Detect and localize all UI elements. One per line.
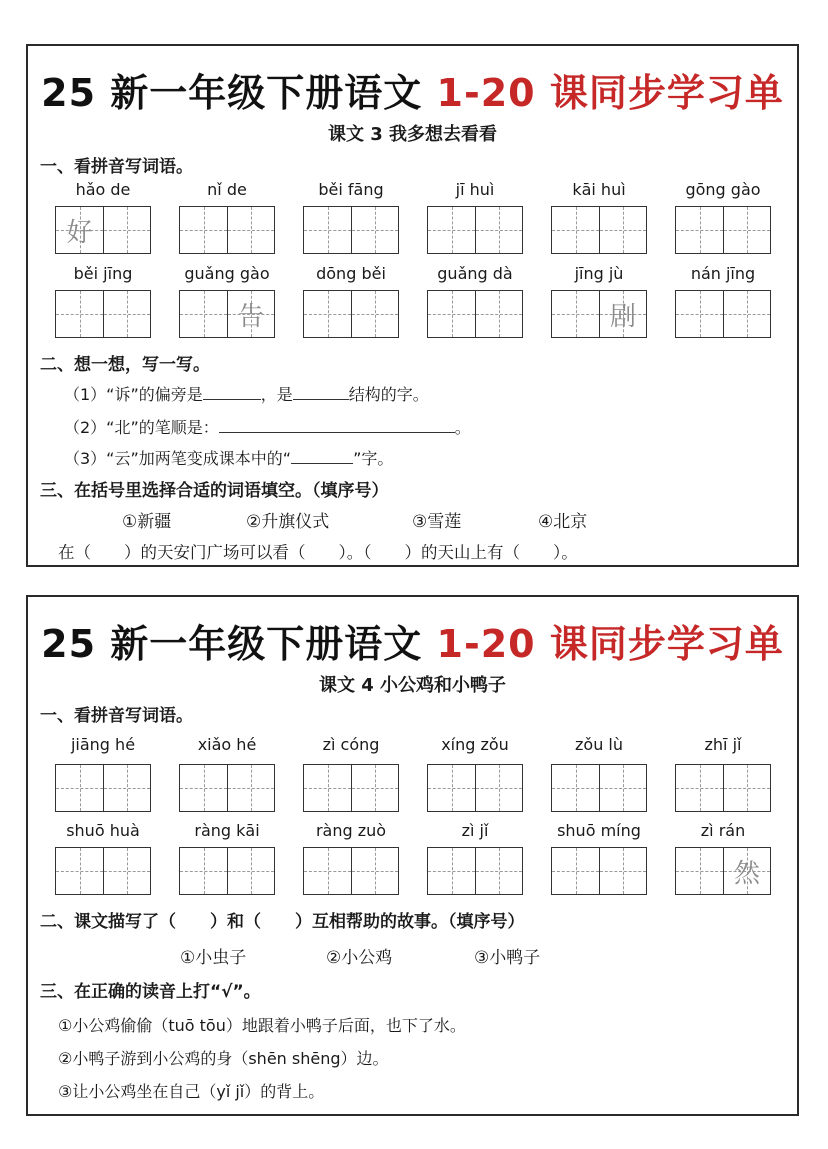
writing-cell[interactable]: [103, 848, 150, 894]
option-4: ④北京: [538, 512, 588, 532]
hint-character: [180, 291, 227, 337]
writing-cell[interactable]: [304, 848, 351, 894]
writing-cell[interactable]: [351, 291, 398, 337]
writing-cell[interactable]: [723, 291, 770, 337]
hint-character: [304, 291, 351, 337]
hint-character: [180, 765, 227, 811]
writing-cell[interactable]: [552, 291, 599, 337]
reading-sentence-1: ①小公鸡偷偷（tuō tōu）地跟着小鸭子后面，也下了水。: [58, 1016, 466, 1035]
hint-character: [676, 765, 723, 811]
writing-box-pair: [303, 206, 399, 254]
hint-character: [228, 207, 274, 253]
writing-box-pair: [427, 847, 523, 895]
question-1-prefix: （1）“诉”的偏旁是: [64, 385, 203, 404]
fill-in-sentence: 在（ ）的天安门广场可以看（ ）。（ ）的天山上有（ ）。: [58, 543, 578, 562]
writing-cell[interactable]: [56, 848, 103, 894]
answer-blank[interactable]: [203, 385, 261, 400]
writing-cell[interactable]: [723, 848, 770, 894]
section-1-heading: 一、看拼音写词语。: [40, 157, 193, 177]
writing-box-pair: [55, 764, 151, 812]
hint-character: [228, 848, 274, 894]
hint-character: [104, 207, 150, 253]
hint-character: [552, 848, 599, 894]
hint-character: [104, 765, 150, 811]
worksheet-lesson-3: [26, 44, 799, 567]
hint-character: [724, 207, 770, 253]
hint-character: [600, 765, 646, 811]
question-3-suffix: ”字。: [353, 449, 394, 468]
hint-character: 剧: [609, 301, 636, 332]
writing-cell[interactable]: [475, 207, 522, 253]
writing-cell[interactable]: [227, 765, 274, 811]
pinyin-label: běi fāng: [318, 180, 384, 199]
writing-cell[interactable]: [599, 848, 646, 894]
writing-cell[interactable]: [304, 207, 351, 253]
writing-cell[interactable]: [304, 765, 351, 811]
writing-cell[interactable]: [676, 765, 723, 811]
pinyin-label: jī huì: [455, 180, 495, 199]
hint-character: [552, 207, 599, 253]
writing-box-pair: [303, 764, 399, 812]
worksheet-lesson-4: [26, 595, 799, 1116]
writing-cell[interactable]: [180, 765, 227, 811]
question-2-suffix: 。: [454, 418, 471, 437]
writing-cell[interactable]: [475, 291, 522, 337]
writing-cell[interactable]: [676, 291, 723, 337]
hint-character: [676, 291, 723, 337]
worksheet-title: [28, 62, 797, 117]
option-3: ③小鸭子: [474, 948, 541, 968]
writing-cell[interactable]: [676, 848, 723, 894]
writing-box-pair: [551, 206, 647, 254]
hint-character: 告: [237, 301, 264, 332]
writing-cell[interactable]: [676, 207, 723, 253]
pinyin-label: jiāng hé: [70, 735, 136, 754]
writing-box-pair: [179, 290, 275, 338]
writing-cell[interactable]: [723, 207, 770, 253]
writing-cell[interactable]: [552, 207, 599, 253]
question-3-prefix: （3）“云”加两笔变成课本中的“: [64, 449, 292, 468]
hint-character: [180, 207, 227, 253]
writing-cell[interactable]: [428, 848, 475, 894]
pinyin-label: xíng zǒu: [441, 735, 509, 754]
section-3-heading: 三、在正确的读音上打“√”。: [40, 982, 261, 1002]
writing-box-pair: [675, 764, 771, 812]
hint-character: [428, 765, 475, 811]
question-1-suffix: 结构的字。: [348, 385, 429, 404]
pinyin-label: ràng zuò: [315, 821, 387, 840]
writing-box-pair: [179, 764, 275, 812]
hint-character: [56, 291, 103, 337]
writing-cell[interactable]: [351, 207, 398, 253]
writing-cell[interactable]: [56, 291, 103, 337]
hint-character: [304, 207, 351, 253]
writing-box-pair: [303, 290, 399, 338]
hint-character: [428, 848, 475, 894]
writing-box-pair: [55, 847, 151, 895]
writing-cell[interactable]: [599, 207, 646, 253]
hint-character: [552, 291, 599, 337]
title-red-part: 1-20 课同步学习单: [436, 71, 784, 115]
hint-character: [352, 848, 398, 894]
writing-cell[interactable]: [428, 207, 475, 253]
hint-character: [476, 765, 522, 811]
option-2: ②升旗仪式: [246, 512, 330, 532]
title-red-part: 1-20 课同步学习单: [436, 622, 784, 666]
pinyin-label: shuō huà: [66, 821, 140, 840]
option-1: ①小虫子: [180, 948, 247, 968]
hint-character: [676, 207, 723, 253]
pinyin-label: zhī jǐ: [704, 735, 742, 754]
writing-cell[interactable]: [227, 291, 274, 337]
pinyin-label: zì cóng: [322, 735, 380, 754]
writing-cell[interactable]: [227, 848, 274, 894]
answer-blank[interactable]: [291, 449, 353, 464]
writing-box-pair: [303, 847, 399, 895]
writing-cell[interactable]: [599, 765, 646, 811]
writing-cell[interactable]: [428, 291, 475, 337]
writing-cell[interactable]: [351, 765, 398, 811]
writing-box-pair: [179, 206, 275, 254]
hint-character: [352, 207, 398, 253]
writing-box-pair: [427, 764, 523, 812]
writing-cell[interactable]: [552, 765, 599, 811]
hint-character: [600, 207, 646, 253]
hint-character: [552, 765, 599, 811]
pinyin-label: shuō míng: [557, 821, 641, 840]
question-2-prefix: （2）“北”的笔顺是：: [64, 418, 219, 437]
question-3: [64, 446, 393, 469]
writing-cell[interactable]: [428, 765, 475, 811]
hint-character: [476, 207, 522, 253]
hint-character: [56, 848, 103, 894]
writing-cell[interactable]: [351, 848, 398, 894]
answer-blank[interactable]: [293, 385, 349, 400]
lesson-title: 课文 4 小公鸡和小鸭子: [318, 675, 507, 696]
writing-cell[interactable]: [103, 765, 150, 811]
pinyin-label: dōng běi: [316, 264, 386, 283]
hint-character: [180, 848, 227, 894]
reading-sentence-2: ②小鸭子游到小公鸡的身（shēn shēng）边。: [58, 1049, 389, 1068]
hint-character: 然: [733, 858, 760, 889]
writing-cell[interactable]: [103, 207, 150, 253]
writing-box-pair: [55, 290, 151, 338]
writing-box-pair: [427, 206, 523, 254]
hint-character: [304, 848, 351, 894]
section-3-heading: 三、在括号里选择合适的词语填空。（填序号）: [40, 481, 389, 501]
writing-box-pair: [427, 290, 523, 338]
writing-box-pair: [551, 764, 647, 812]
hint-character: [352, 291, 398, 337]
question-2: [64, 415, 471, 438]
writing-box-pair: [675, 206, 771, 254]
pinyin-label: zǒu lù: [575, 735, 623, 754]
hint-character: [724, 765, 770, 811]
hint-character: [676, 848, 723, 894]
hint-character: [428, 291, 475, 337]
writing-cell[interactable]: [723, 765, 770, 811]
writing-cell[interactable]: [103, 291, 150, 337]
writing-cell[interactable]: [180, 207, 227, 253]
section-1-heading: 一、看拼音写词语。: [40, 706, 193, 726]
writing-box-pair: [675, 847, 771, 895]
hint-character: [304, 765, 351, 811]
writing-cell[interactable]: [475, 848, 522, 894]
writing-cell[interactable]: [56, 765, 103, 811]
hint-character: [600, 848, 646, 894]
answer-blank[interactable]: [219, 418, 455, 433]
writing-cell[interactable]: [56, 207, 103, 253]
pinyin-label: gōng gào: [685, 180, 761, 199]
writing-cell[interactable]: [180, 291, 227, 337]
writing-cell[interactable]: [599, 291, 646, 337]
writing-cell[interactable]: [304, 291, 351, 337]
lesson-title: 课文 3 我多想去看看: [327, 124, 498, 145]
pinyin-label: hǎo de: [75, 180, 131, 199]
writing-cell[interactable]: [180, 848, 227, 894]
pinyin-label: nǐ de: [207, 180, 247, 199]
reading-sentence-3: ③让小公鸡坐在自己（yǐ jǐ）的背上。: [58, 1082, 325, 1101]
pinyin-label: jīng jù: [574, 264, 624, 283]
pinyin-label: zì rán: [700, 821, 746, 840]
pinyin-label: guǎng dà: [437, 264, 513, 283]
hint-character: [104, 291, 150, 337]
hint-character: [724, 291, 770, 337]
writing-box-pair: [551, 847, 647, 895]
pinyin-label: ràng kāi: [194, 821, 260, 840]
pinyin-label: nán jīng: [690, 264, 756, 283]
option-3: ③雪莲: [412, 512, 462, 532]
hint-character: [104, 848, 150, 894]
writing-box-pair: [55, 206, 151, 254]
pinyin-label: guǎng gào: [184, 264, 270, 283]
pinyin-label: xiǎo hé: [197, 735, 257, 754]
option-1: ①新疆: [122, 512, 172, 532]
writing-box-pair: [179, 847, 275, 895]
section-2-heading: 二、课文描写了（ ）和（ ）互相帮助的故事。（填序号）: [40, 912, 525, 932]
writing-cell[interactable]: [552, 848, 599, 894]
question-1-middle: ，是: [260, 385, 293, 404]
hint-character: [352, 765, 398, 811]
hint-character: [56, 765, 103, 811]
pinyin-label: zì jǐ: [461, 821, 489, 840]
hint-character: [428, 207, 475, 253]
writing-cell[interactable]: [475, 765, 522, 811]
hint-character: 好: [66, 217, 93, 248]
title-black-part: 25 新一年级下册语文: [41, 622, 423, 666]
writing-cell[interactable]: [227, 207, 274, 253]
pinyin-label: běi jīng: [73, 264, 133, 283]
question-1: [64, 382, 429, 405]
writing-box-pair: [551, 290, 647, 338]
hint-character: [228, 765, 274, 811]
section-2-heading: 二、想一想，写一写。: [40, 355, 210, 375]
title-black-part: 25 新一年级下册语文: [41, 71, 423, 115]
worksheet-title: [28, 613, 797, 668]
hint-character: [476, 291, 522, 337]
pinyin-label: kāi huì: [572, 180, 626, 199]
option-2: ②小公鸡: [326, 948, 393, 968]
hint-character: [476, 848, 522, 894]
writing-box-pair: [675, 290, 771, 338]
